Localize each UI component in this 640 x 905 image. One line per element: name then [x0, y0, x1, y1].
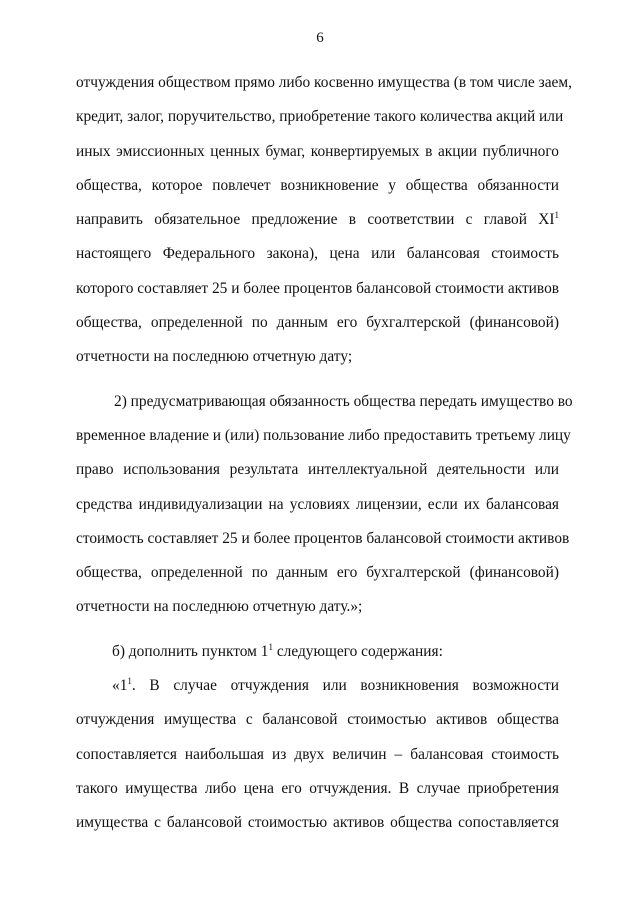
superscript: 1: [268, 641, 273, 652]
text-line: средства индивидуализации на условиях лицензии, если их балансовая: [76, 495, 559, 513]
text-line: иных эмиссионных ценных бумаг, конвертируемых в акции публичного: [76, 142, 559, 160]
text-line: стоимость составляет 25 и более процентов балансовой стоимости активов: [76, 529, 570, 547]
text-line: временное владение и (или) пользование либо предоставить третьему лицу: [76, 426, 571, 444]
page-number: 6: [316, 30, 324, 46]
text-line: [76, 203, 559, 237]
paragraph-quote: [76, 669, 559, 840]
text-line: общества, определенной по данным его бухгалтерской (финансовой): [76, 564, 559, 582]
text-fragment: «1: [112, 677, 128, 695]
text-line: отчуждения имущества с балансовой стоимостью активов общества: [76, 711, 559, 729]
text-line: которого составляет 25 и более процентов балансовой стоимости активов: [76, 279, 560, 297]
text-line: сопоставляется наибольшая из двух величин – балансовая стоимость: [76, 745, 559, 763]
superscript: 1: [127, 676, 132, 687]
superscript: 1: [554, 210, 559, 221]
text-line: отчуждения обществом прямо либо косвенно имущества (в том числе заем,: [76, 74, 572, 91]
paragraph-item-2: [76, 385, 573, 625]
text-line: общества, определенной по данным его бухгалтерской (финансовой): [76, 314, 559, 332]
text-line: [76, 669, 559, 703]
text-line: настоящего Федерального закона), цена или балансовая стоимость: [76, 245, 559, 263]
text-fragment: б) дополнить пунктом 1: [112, 642, 269, 660]
text-fragment: направить обязательное предложение в соответствии с главой XI: [76, 211, 555, 229]
text-line: [76, 635, 559, 669]
text-fragment: . В случае отчуждения или возникновения возможности: [131, 677, 559, 695]
paragraph-b: [76, 635, 559, 669]
text-line: отчетности на последнюю отчетную дату.»;: [76, 598, 363, 616]
text-line: общества, которое повлечет возникновение у общества обязанности: [76, 176, 559, 194]
text-line: такого имущества либо цена его отчуждения. В случае приобретения: [76, 779, 559, 797]
text-line: право использования результата интеллектуальной деятельности или: [76, 461, 559, 479]
text-line: 2) предусматривающая обязанность общества передать имущество во: [114, 392, 573, 410]
text-line: имущества с балансовой стоимостью активов общества сопоставляется: [76, 814, 559, 832]
text-line: кредит, залог, поручительство, приобретение такого количества акций или: [76, 108, 564, 126]
document-body: [76, 66, 573, 841]
text-fragment: следующего содержания:: [272, 642, 443, 660]
paragraph-continuation: [76, 66, 572, 375]
text-line: отчетности на последнюю отчетную дату;: [76, 348, 353, 366]
